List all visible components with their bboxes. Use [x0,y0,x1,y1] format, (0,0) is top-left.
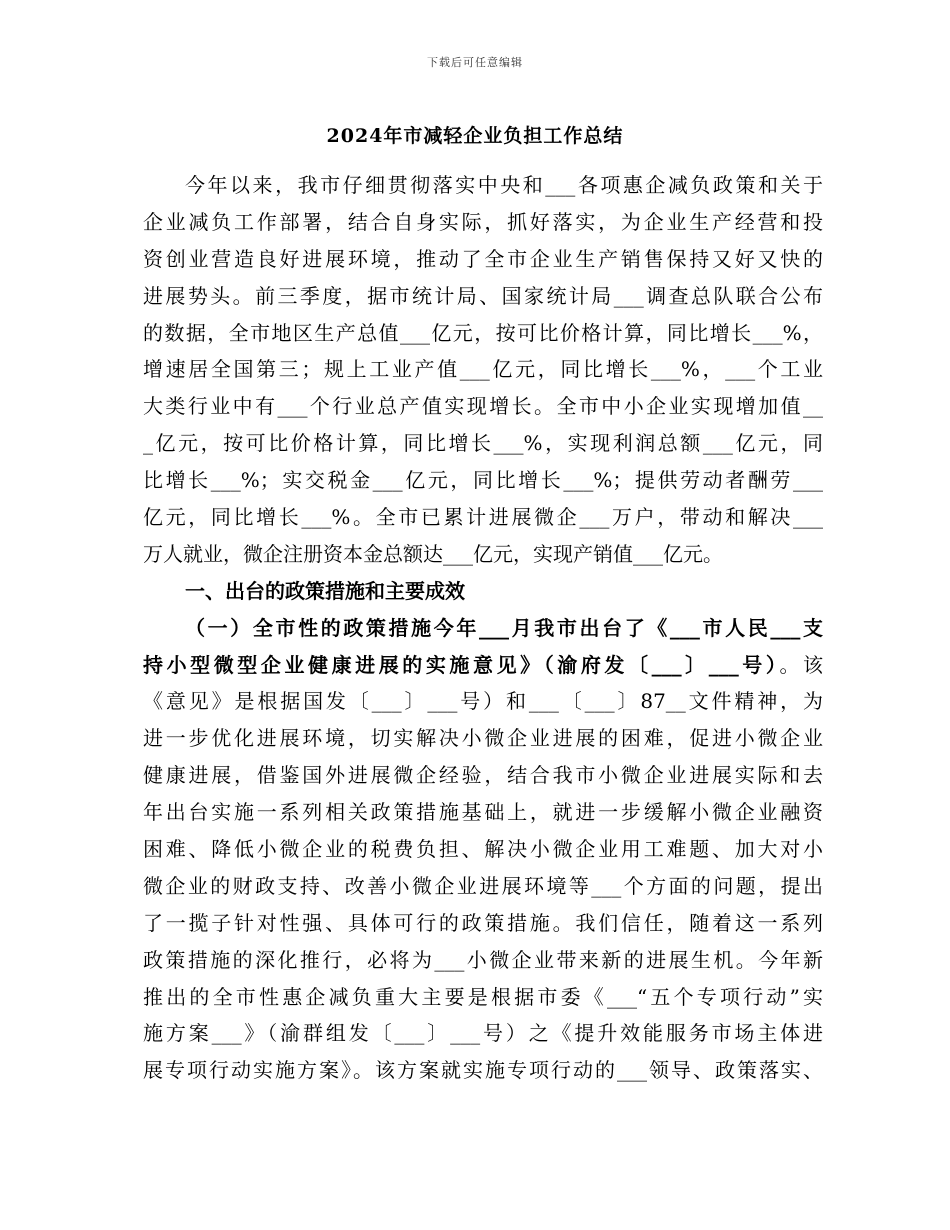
paragraph-line: 政策措施的深化推行，必将为___小微企业带来新的进展生机。今年新 [143,947,823,972]
paragraph-line: 亿元，同比增长___%。全市已累计进展微企___万户，带动和解决___ [143,505,823,530]
paragraph-line: 《意见》是根据国发〔___〕___号）和___〔___〕87__文件精神，为 [143,689,823,714]
paragraph-line: 微企业的财政支持、改善小微企业进展环境等___个方面的问题，提出 [143,873,823,898]
paragraph-line: 的数据，全市地区生产总值___亿元，按可比价格计算，同比增长___%， [143,320,823,345]
paragraph-line: 困难、降低小微企业的税费负担、解决小微企业用工难题、加大对小 [143,837,823,862]
paragraph-line: 企业减负工作部署，结合自身实际，抓好落实，为企业生产经营和投 [143,209,823,234]
paragraph-line: _亿元，按可比价格计算，同比增长___%，实现利润总额___亿元，同 [143,431,823,456]
paragraph-line: 展专项行动实施方案》。该方案就实施专项行动的___领导、政策落实、 [143,1058,823,1083]
document-title: 2024年市减轻企业负担工作总结 [326,125,624,147]
paragraph-line: 万人就业，微企注册资本金总额达___亿元，实现产销值___亿元。 [143,541,723,566]
document-body [143,167,823,1089]
subsection-heading-line: （一）全市性的政策措施今年___月我市出台了《___市人民___支 [185,615,823,640]
paragraph-line: 施方案___》（渝群组发〔___〕___号）之《提升效能服务市场主体进 [143,1021,823,1046]
paragraph-line: 增速居全国第三；规上工业产值___亿元，同比增长___%，___个工业 [143,357,823,382]
paragraph-line: 进展势头。前三季度，据市统计局、国家统计局___调查总队联合公布 [143,283,823,308]
paragraph-line: 今年以来，我市仔细贯彻落实中央和___各项惠企减负政策和关于 [185,173,823,197]
paragraph-line: 健康进展，借鉴国外进展微企经验，结合我市小微企业进展实际和去 [143,763,823,788]
paragraph-line: 资创业营造良好进展环境，推动了全市企业生产销售保持又好又快的 [143,246,823,271]
header-note: 下载后可任意编辑 [427,56,523,69]
paragraph-line-tail: 。该 [779,652,824,677]
paragraph-line: 大类行业中有___个行业总产值实现增长。全市中小企业实现增加值__ [143,394,823,419]
paragraph-line: 比增长___%；实交税金___亿元，同比增长___%；提供劳动者酬劳___ [143,468,823,493]
subsection-heading-tail: 持小型微型企业健康进展的实施意见》（渝府发〔___〕___号） [143,652,780,677]
paragraph-line: 了一揽子针对性强、具体可行的政策措施。我们信任，随着这一系列 [143,910,823,935]
paragraph-line: 进一步优化进展环境，切实解决小微企业进展的困难，促进小微企业 [143,726,823,751]
paragraph-line: 推出的全市性惠企减负重大主要是根据市委《___“五个专项行动”实 [143,984,823,1009]
paragraph-line: 年出台实施一系列相关政策措施基础上，就进一步缓解小微企业融资 [143,800,823,825]
section-heading: 一、出台的政策措施和主要成效 [185,578,465,603]
paragraph-line [143,647,823,684]
